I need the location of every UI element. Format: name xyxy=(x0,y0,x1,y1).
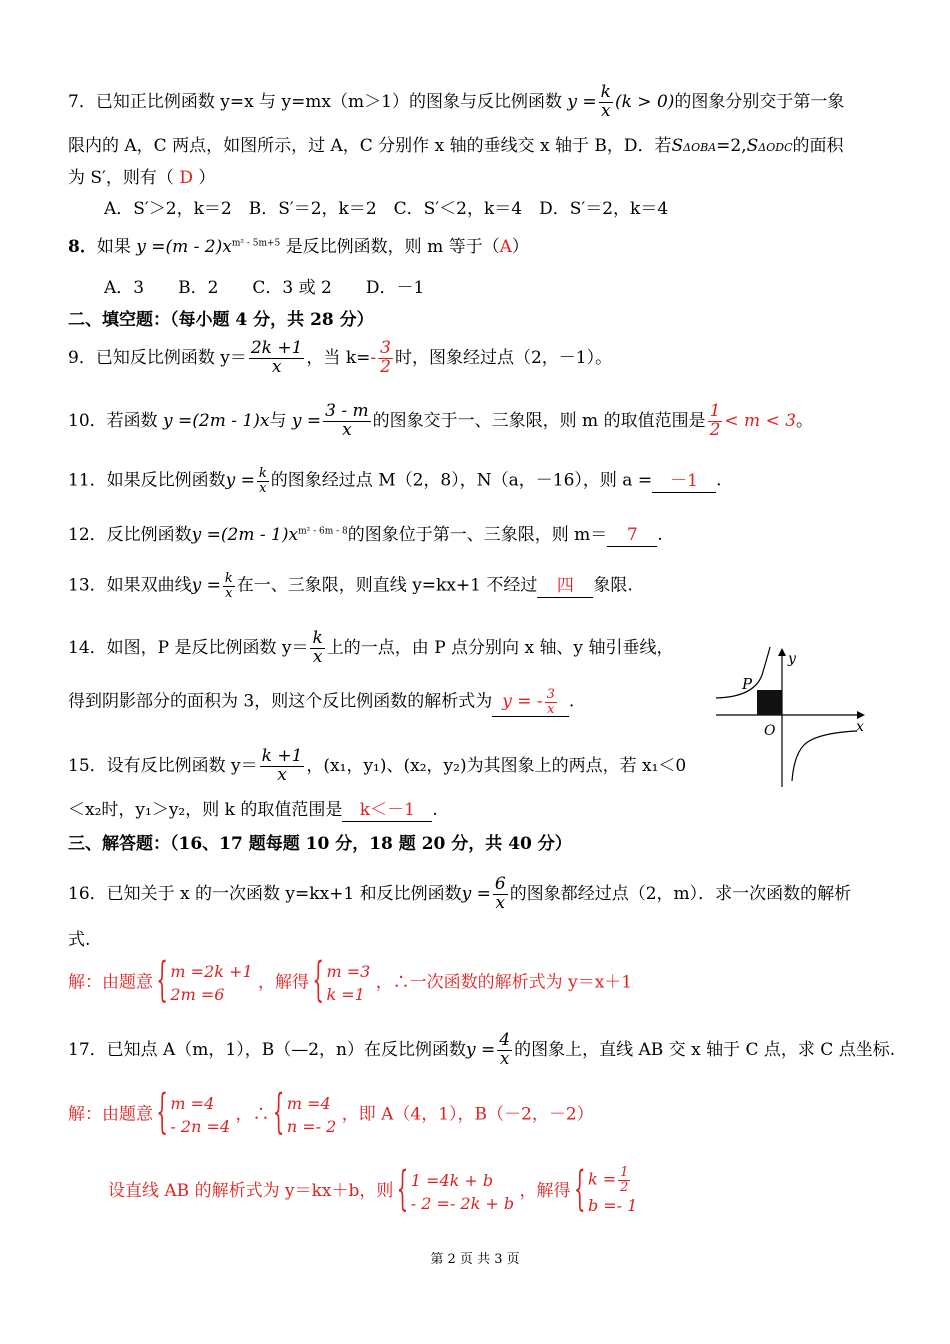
q7-options: A．S′＞2，k＝2 B．S′＝2，k＝2 C．S′＜2，k＝4 D．S′＝2，k＝4 xyxy=(104,199,669,219)
q10-answer-frac: $\frac{1}{2}$ xyxy=(709,401,721,440)
q12-line: 12．反比例函数$y =(2m - 1)x^{m^2 - 6m - 8}$的图象位于第一、三象限，则 m＝ 7 . xyxy=(68,525,890,547)
q17-solution-2: 设直线 AB 的解析式为 y＝kx＋b，则 { 1 =4k + b - 2 =- 2k + b ，解得 { k = $\frac{1}{2}$ b =- 1 xyxy=(108,1166,890,1217)
section-2-heading: 二、填空题：（每小题 4 分，共 28 分） xyxy=(68,310,374,330)
q8-options: A．3 B．2 C．3 或 2 D．－1 xyxy=(104,278,425,298)
q17-system-1: { m =4 - 2n =4 xyxy=(158,1092,230,1138)
shaded-rectangle xyxy=(757,690,782,715)
q17-system-3: { 1 =4k + b - 2 =- 2k + b xyxy=(399,1169,514,1215)
label-o: O xyxy=(764,723,776,739)
q17-system-4: { k = $\frac{1}{2}$ b =- 1 xyxy=(576,1166,637,1217)
q17-system-2: { m =4 n =- 2 xyxy=(275,1092,336,1138)
q11-line: 11．如果反比例函数y = $\frac{k}{x}$ 的图象经过点 M（2，8），N（a，－16），则 a = －1 . xyxy=(68,466,722,496)
q16-line1: 16．已知关于 x 的一次函数 y=kx+1 和反比例函数y = $\frac{6}{x}$ 的图象都经过点（2，m）．求一次函数的解析 xyxy=(68,874,852,913)
x-axis-arrow xyxy=(857,711,865,719)
q7-line3: 为 S′，则有（ D ） xyxy=(68,168,216,188)
y-axis-arrow xyxy=(778,648,786,656)
q15-answer: k＜－1 xyxy=(342,800,432,822)
q12-answer: 7 xyxy=(607,525,657,547)
q7-answer: D xyxy=(179,168,193,188)
label-x: x xyxy=(856,719,864,735)
page-footer: 第 2 页 共 3 页 xyxy=(430,1252,520,1267)
q15-line2: ＜x₂时，y₁＞y₂，则 k 的取值范围是 k＜－1 . xyxy=(68,800,890,822)
q7-line2: 限内的 A，C 两点，如图所示，过 A，C 分别作 x 轴的垂线交 x 轴于 B，D．若SΔOBA=2,SΔODC的面积 xyxy=(68,136,844,156)
section-3-heading: 三、解答题：（16、17 题每题 10 分，18 题 20 分，共 40 分） xyxy=(68,834,572,854)
q14-line1: 14．如图，P 是反比例函数 y＝ $\frac{k}{x}$ 上的一点，由 P 点分别向 x 轴、y 轴引垂线， xyxy=(68,628,674,667)
q16-solution: 解：由题意 { m =2k +1 2m =6 ，解得 { m =3 k =1 ，∴一次函数的解析式为 y＝x＋1 xyxy=(68,960,890,1006)
q14-line2: 得到阴影部分的面积为 3，则这个反比例函数的解析式为 y = - $\frac{3}{x}$ . xyxy=(68,687,575,717)
q15-line1: 15．设有反比例函数 y＝ $\frac{k +1}{x}$ ，(x₁，y₁)、(x₂，y₂)为其图象上的两点，若 x₁＜0 xyxy=(68,746,687,785)
q9-line: 9．已知反比例函数 y＝ $\frac{2k +1}{x}$ ，当 k=- $\frac{3}{2}$ 时，图象经过点（2，－1）。 xyxy=(68,338,613,377)
q16-system-2: { m =3 k =1 xyxy=(314,960,370,1006)
q8-line: 8．如果 $y =(m - 2)x^{m^2 - 5m+5}$ 是反比例函数，则 m 等于（A） xyxy=(68,237,529,257)
label-p: P xyxy=(742,675,753,693)
q8-answer: A xyxy=(499,237,512,257)
q17-solution-1: 解：由题意 { m =4 - 2n =4 ，∴ { m =4 n =- 2 ，即 A（4，1），B（－2，－2） xyxy=(68,1092,890,1138)
q10-line: 10．若函数 y =(2m - 1)x与 y = $\frac{3 - m}{x}$ 的图象交于一、三象限，则 m 的取值范围是 $\frac{1}{2}$ < m < 3。 xyxy=(68,401,814,440)
q7-line1: 7．已知正比例函数 y=x 与 y=mx（m＞1）的图象与反比例函数 y = $\frac{k}{x}$ (k > 0)的图象分别交于第一象 xyxy=(68,82,845,121)
q9-answer: $\frac{3}{2}$ xyxy=(380,338,391,377)
q16-line2: 式. xyxy=(68,930,91,950)
q11-answer: －1 xyxy=(652,471,716,493)
q16-system-1: { m =2k +1 2m =6 xyxy=(158,960,252,1006)
q13-line: 13．如果双曲线y = $\frac{k}{x}$ 在一、三象限，则直线 y=kx+1 不经过 四 象限. xyxy=(68,571,633,601)
label-y: y xyxy=(788,651,796,667)
q14-answer: y = - $\frac{3}{x}$ xyxy=(492,688,569,717)
q17-line1: 17．已知点 A（m，1），B（—2，n）在反比例函数y = $\frac{4}{x}$ 的图象上，直线 AB 交 x 轴于 C 点，求 C 点坐标. xyxy=(68,1030,896,1069)
q13-answer: 四 xyxy=(537,576,593,598)
